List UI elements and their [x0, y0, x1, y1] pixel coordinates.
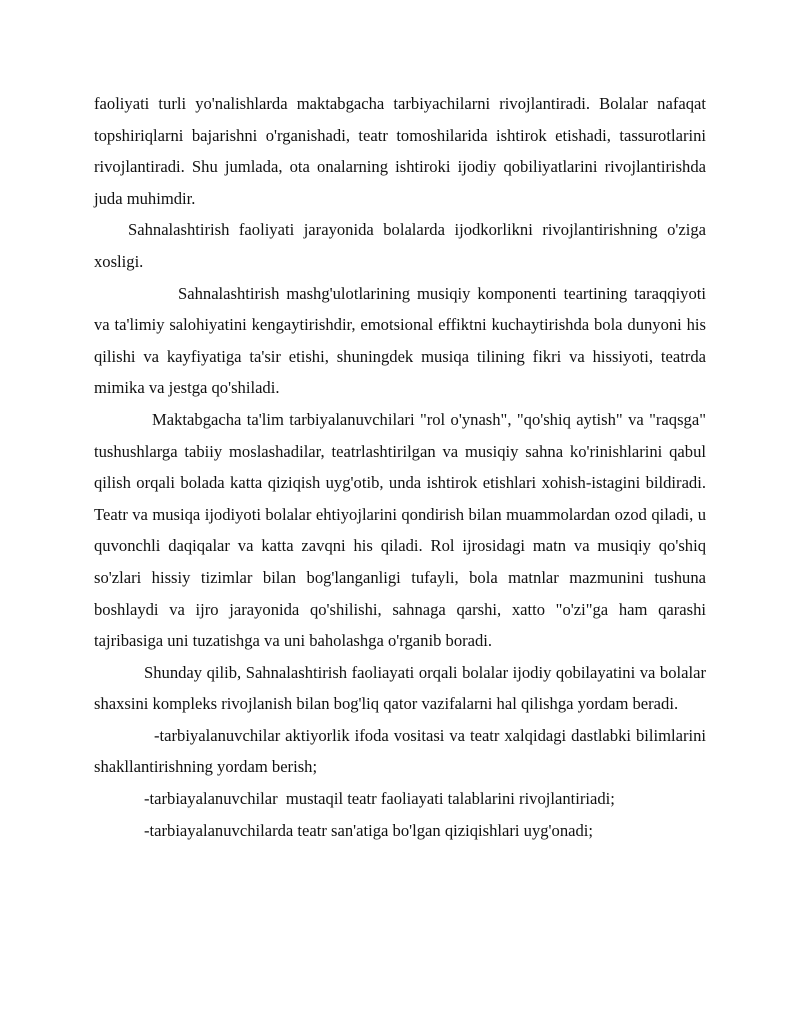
paragraph-heading: Sahnalashtirish faoliyati jarayonida bolalarda ijodkorlikni rivojlantirishning o'ziga xosligi.: [94, 220, 706, 271]
document-body: [94, 88, 706, 846]
paragraph-music-component: Sahnalashtirish mashg'ulotlarining musiqiy komponenti teartining taraqqiyoti va ta'limiy salohiyatini kengaytirishdir, emotsional effiktni kuchaytirishda bola dunyoni his qilishi va kayfiyatiga ta'sir etishi, shuningdek musiqa tilining fikri va hissiyoti, teatrda mimika va jestga qo'shiladi.: [94, 283, 706, 398]
paragraph-conclusion: Shunday qilib, Sahnalashtirish faoliayati orqali bolalar ijodiy qobilayatini va bolalar shaxsini kompleks rivojlanish bilan bog'liq qator vazifalarni hal qilishga yordam beradi.: [94, 662, 706, 714]
list-item-acting-knowledge: -tarbiyalanuvchilar aktiyorlik ifoda vositasi va teatr xalqidagi dastlabki bilimlarini shakllantirishning yordam berish;: [94, 725, 706, 777]
paragraph-preschool: Maktabgacha ta'lim tarbiyalanuvchilari "rol o'ynash", "qo'shiq aytish" va "raqsga" tushushlarga tabiiy moslashadilar, teatrlashtirilgan va musiqiy sahna ko'rinishlarini qabul qilish orqali bolada katta qiziqish uyg'otib, unda ishtirok etishlari xohish-istagini bildiradi. Teatr va musiqa ijodiyoti bolalar ehtiyojlarini qondirish bilan muammolardan ozod qiladi, u quvonchli daqiqalar va katta zavqni his qiladi. Rol ijrosidagi matn va musiqiy qo'shiq so'zlari hissiy tizimlar bilan bog'langanligi tufayli, bola matnlar mazmunini tushuna boshlaydi va ijro jarayonida qo'shilishi, sahnaga qarshi, xatto "o'zi"ga ham qarashi tajribasiga uni tuzatishga va uni baholashga o'rganib boradi.: [94, 409, 706, 651]
list-item-theatre-interest: -tarbiayalanuvchilarda teatr san'atiga bo'lgan qiziqishlari uyg'onadi;: [144, 820, 594, 840]
paragraph-intro: faoliyati turli yo'nalishlarda maktabgacha tarbiyachilarni rivojlantiradi. Bolalar nafaqat topshiriqlarni bajarishni o'rganishadi, teatr tomoshilarida ishtirok etishadi, tassurotlarini rivojlantiradi. Shu jumlada, ota onalarning ishtiroki ijodiy qobiliyatlarini rivojlantirishda juda muhimdir.: [94, 94, 706, 208]
list-item-independent-theatre: -tarbiayalanuvchilar mustaqil teatr faoliayati talablarini rivojlantiriadi;: [144, 789, 615, 809]
